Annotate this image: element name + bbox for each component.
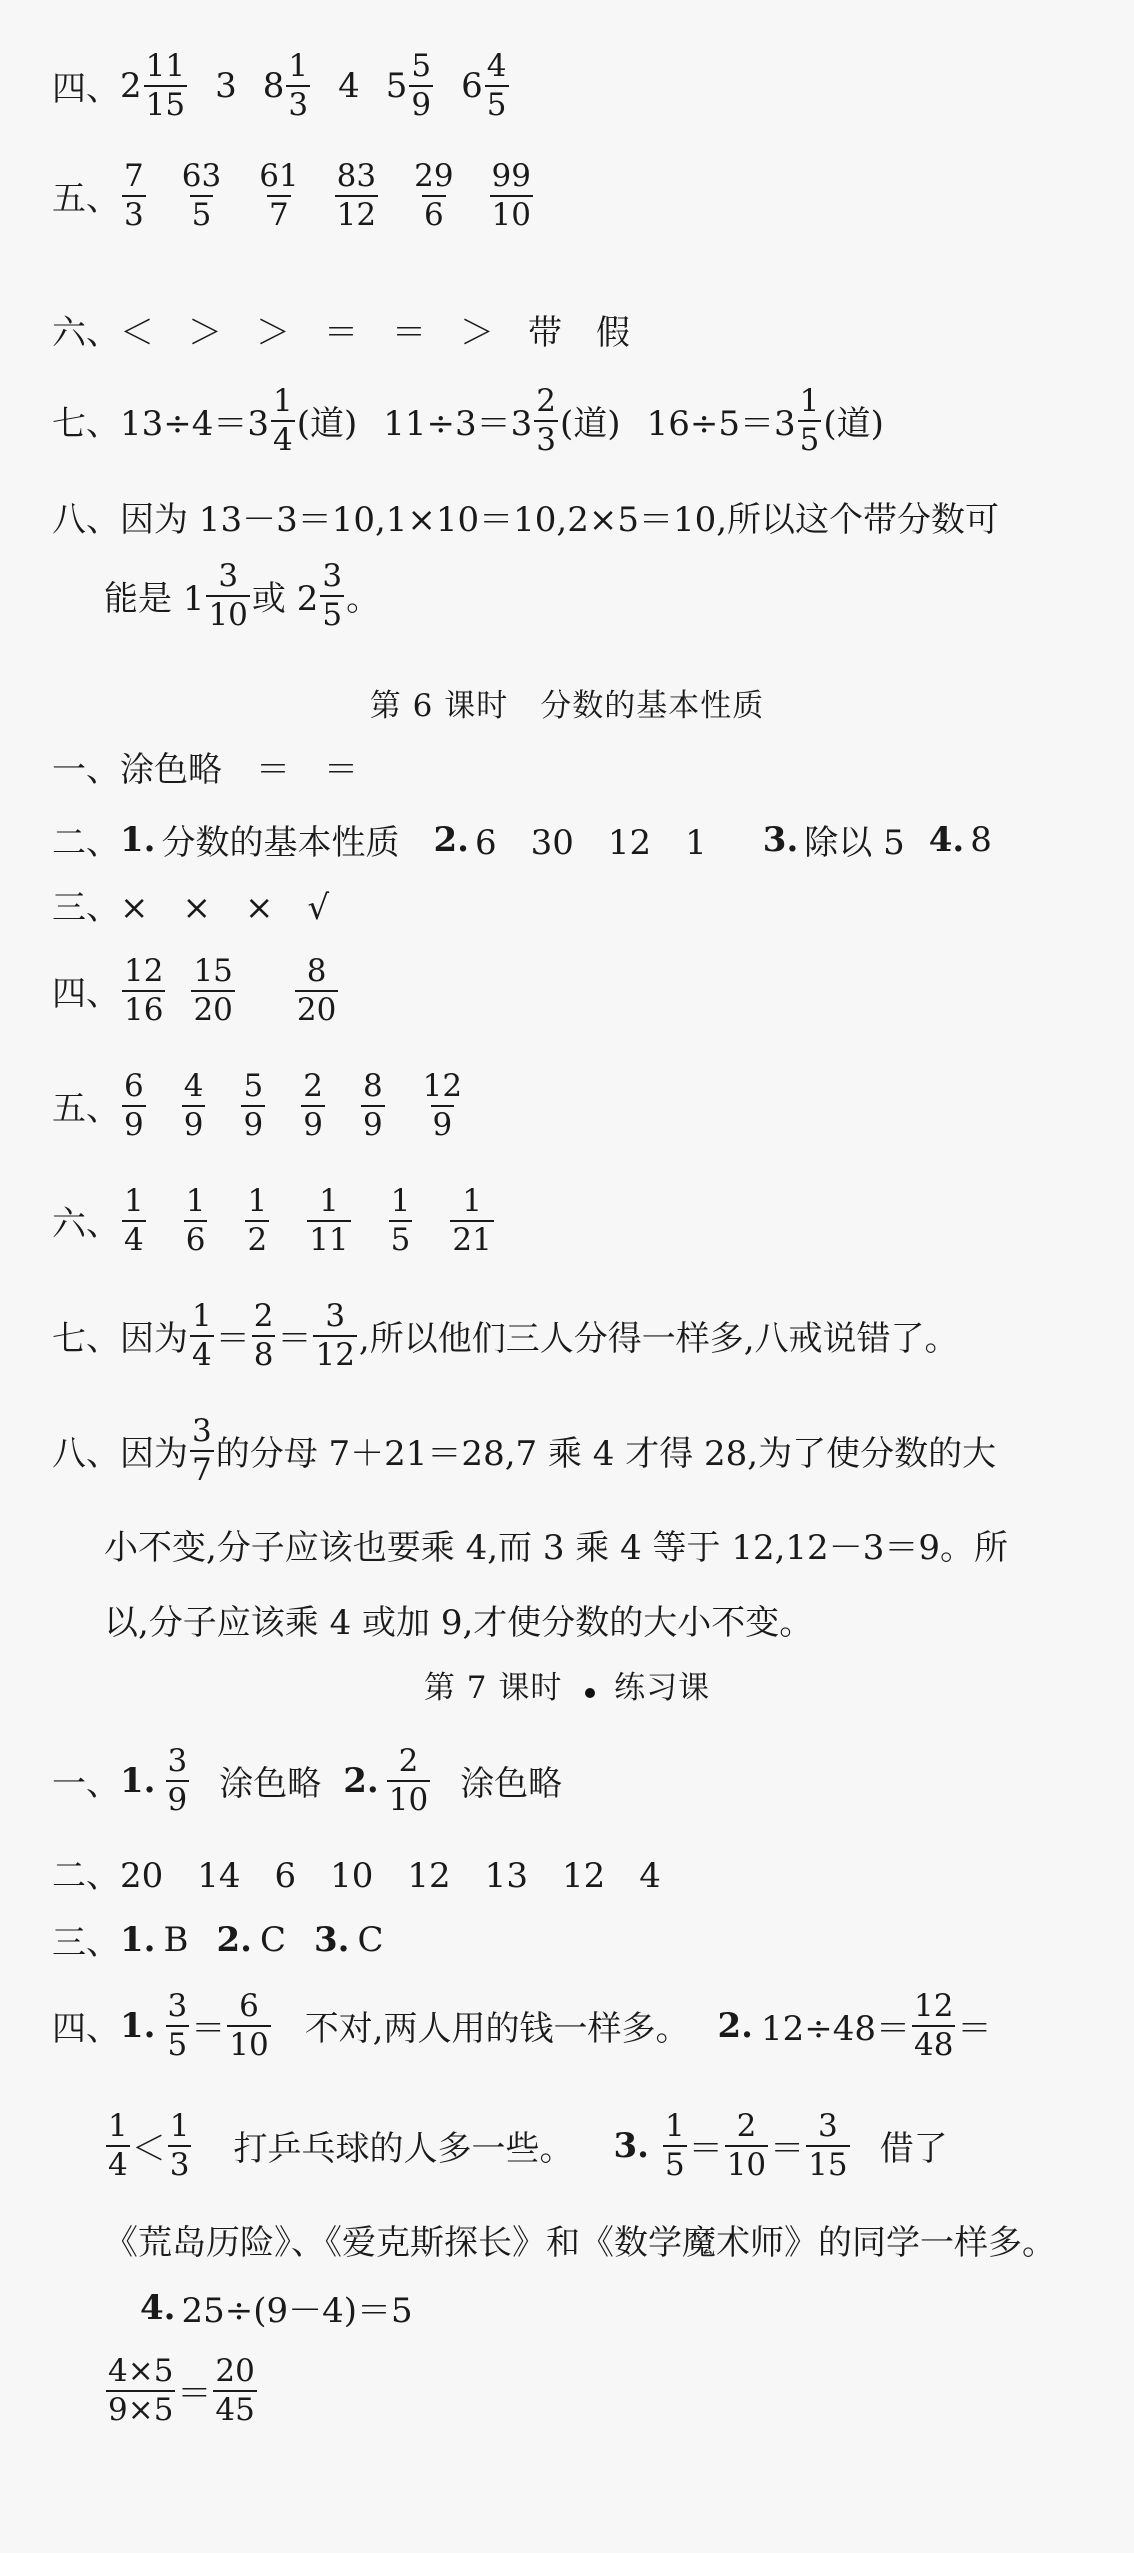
section-label: 四、 bbox=[52, 69, 120, 110]
fraction: $\frac{1}{3}$ bbox=[288, 48, 309, 123]
ink-dot bbox=[585, 1688, 595, 1698]
fraction: $\frac{1}{4}$ bbox=[273, 383, 293, 458]
section-label: 一、 bbox=[52, 750, 120, 790]
fraction: $\frac{2}{8}$ bbox=[253, 1298, 274, 1373]
fraction: $\frac{1}{4}$ bbox=[192, 1298, 212, 1373]
fraction: $\frac{1}{5}$ bbox=[664, 2108, 685, 2183]
fraction: $\frac{15}{20}$ bbox=[193, 953, 233, 1028]
fraction: $\frac{83}{12}$ bbox=[336, 158, 377, 233]
fraction: $\frac{12}{16}$ bbox=[124, 953, 164, 1028]
fraction: $\frac{1}{3}$ bbox=[169, 2108, 190, 2183]
fraction: $\frac{5}{9}$ bbox=[243, 1068, 264, 1143]
section-label: 二、 bbox=[52, 1856, 120, 1896]
fraction: $\frac{63}{5}$ bbox=[181, 158, 222, 233]
l6-part-5 bbox=[52, 1070, 466, 1141]
fraction: $\frac{1}{21}$ bbox=[452, 1183, 492, 1258]
fraction: $\frac{2}{10}$ bbox=[726, 2108, 767, 2183]
fraction: $\frac{20}{45}$ bbox=[215, 2353, 255, 2428]
fraction: $\frac{3}{15}$ bbox=[808, 2108, 848, 2183]
section-label: 二、 bbox=[52, 823, 120, 863]
fraction: $\frac{2}{9}$ bbox=[303, 1068, 323, 1143]
section-8-line1: 八、 因为 13－3＝10,1×10＝10,2×5＝10,所以这个带分数可 bbox=[52, 492, 999, 541]
l6-part-4 bbox=[52, 955, 340, 1026]
fraction: $\frac{61}{7}$ bbox=[259, 158, 299, 233]
fraction: $\frac{5}{9}$ bbox=[411, 48, 432, 123]
l7-part-1: 一、 1. $\frac{3}{9}$ 涂色略 2. $\frac{2}{10}$ 涂色略 bbox=[52, 1743, 563, 1818]
fraction: $\frac{8}{9}$ bbox=[362, 1068, 383, 1143]
fraction: $\frac{3}{5}$ bbox=[322, 558, 343, 633]
fraction: $\frac{1}{5}$ bbox=[390, 1183, 411, 1258]
fraction: $\frac{4}{5}$ bbox=[486, 48, 507, 123]
fraction: $\frac{99}{10}$ bbox=[491, 158, 531, 233]
fraction: $\frac{6}{10}$ bbox=[229, 1988, 269, 2063]
fraction: $\frac{7}{3}$ bbox=[124, 158, 144, 233]
section-8-line2: 能是 1 $\frac{3}{10}$ 或 2 $\frac{3}{5}$ 。 bbox=[104, 558, 381, 633]
fraction: $\frac{1}{11}$ bbox=[309, 1183, 349, 1258]
lesson-6-heading: 第 6 课时 分数的基本性质 bbox=[369, 688, 765, 724]
fraction: $\frac{4}{9}$ bbox=[183, 1068, 204, 1143]
l7-part-4-line3: 《荒岛历险》、《爱克斯探长》和《数学魔术师》的同学一样多。 bbox=[104, 2223, 1056, 2263]
fraction: $\frac{1}{2}$ bbox=[247, 1183, 268, 1258]
section-label: 一、 bbox=[52, 1764, 120, 1805]
l6-part-1: 一、 涂色略 ＝ ＝ bbox=[52, 742, 358, 791]
fraction: $\frac{3}{5}$ bbox=[167, 1988, 188, 2063]
fraction: $\frac{3}{7}$ bbox=[192, 1413, 212, 1488]
lesson-7-heading: 第 7 课时 练习课 bbox=[423, 1670, 711, 1706]
section-label: 八、 bbox=[52, 1434, 120, 1475]
fraction: $\frac{1}{4}$ bbox=[108, 2108, 128, 2183]
l7-part-4-line1: 四、 1. $\frac{3}{5}$ ＝ $\frac{6}{10}$ 不对,两人用的钱一样多。 2. 12÷48＝ $\frac{12}{48}$ ＝ bbox=[52, 1988, 992, 2063]
fraction: $\frac{12}{48}$ bbox=[914, 1988, 954, 2063]
l7-part-2: 二、 20 14 6 10 12 13 12 4 bbox=[52, 1848, 661, 1897]
section-label: 四、 bbox=[52, 974, 120, 1015]
section-label: 三、 bbox=[52, 1923, 120, 1963]
fraction: $\frac{8}{20}$ bbox=[296, 953, 337, 1028]
fraction: $\frac{4\times 5}{9\times 5}$ bbox=[108, 2353, 174, 2428]
fraction: $\frac{3}{9}$ bbox=[167, 1743, 188, 1818]
section-label: 七、 bbox=[52, 404, 120, 445]
section-label: 七、 bbox=[52, 1319, 120, 1360]
fraction: $\frac{3}{10}$ bbox=[208, 558, 248, 633]
section-label: 三、 bbox=[52, 888, 120, 928]
section-label: 五、 bbox=[52, 179, 120, 220]
section-5-answers bbox=[52, 160, 535, 231]
fraction: $\frac{1}{6}$ bbox=[185, 1183, 206, 1258]
section-6-answers: 六、 ＜ ＞ ＞ ＝ ＝ ＞ 带 假 bbox=[52, 305, 630, 354]
fraction: $\frac{3}{12}$ bbox=[315, 1298, 355, 1373]
section-label: 四、 bbox=[52, 2009, 120, 2050]
l6-part-3: 三、 × × × √ bbox=[52, 880, 329, 929]
fraction: $\frac{11}{15}$ bbox=[145, 48, 186, 123]
fraction: $\frac{2}{3}$ bbox=[536, 383, 557, 458]
l6-part-8-line2: 小不变,分子应该也要乘 4,而 3 乘 4 等于 12,12－3＝9。所 bbox=[104, 1528, 1008, 1568]
section-label: 五、 bbox=[52, 1089, 120, 1130]
l7-part-3: 三、 1. B 2. C 3. C bbox=[52, 1915, 384, 1964]
fraction: $\frac{29}{6}$ bbox=[414, 158, 454, 233]
section-4-answers: 四、 2 $\frac{11}{15}$ 3 8 $\frac{1}{3}$ 4 5 $\frac{5}{9}$ 6 $\frac{4}{5}$ bbox=[52, 48, 507, 123]
l6-part-6 bbox=[52, 1185, 496, 1256]
fraction: $\frac{2}{10}$ bbox=[388, 1743, 429, 1818]
l6-part-7: 七、 因为 $\frac{1}{4}$ ＝ $\frac{2}{8}$ ＝ $\frac{3}{12}$ ,所以他们三人分得一样多,八戒说错了。 bbox=[52, 1298, 959, 1373]
fraction: $\frac{12}{9}$ bbox=[422, 1068, 463, 1143]
fraction: $\frac{6}{9}$ bbox=[124, 1068, 144, 1143]
l7-part-4-line2: $\frac{1}{4}$ ＜ $\frac{1}{3}$ 打乒乓球的人多一些。 3. $\frac{1}{5}$ ＝ $\frac{2}{10}$ ＝ $\frac{3}{15}$ 借了 bbox=[108, 2108, 948, 2183]
section-label: 六、 bbox=[52, 313, 120, 353]
l7-part-4-item4: 4. 25÷(9－4)＝5 bbox=[140, 2287, 413, 2331]
l6-part-2: 二、 1. 分数的基本性质 2. 6 30 12 1 3. 除以 5 4. 8 bbox=[52, 815, 992, 864]
l6-part-8-line1: 八、 因为 $\frac{3}{7}$ 的分母 7＋21＝28,7 乘 4 才得 28,为了使分数的大 bbox=[52, 1413, 997, 1488]
section-label: 八、 bbox=[52, 500, 120, 540]
section-7-answers: 七、 13÷4＝3 $\frac{1}{4}$ (道) 11÷3＝3 $\frac{2}{3}$ (道) 16÷5＝3 $\frac{1}{5}$ (道) bbox=[52, 383, 884, 458]
l6-part-8-line3: 以,分子应该乘 4 或加 9,才使分数的大小不变。 bbox=[104, 1603, 814, 1643]
fraction: $\frac{1}{4}$ bbox=[124, 1183, 144, 1258]
section-label: 六、 bbox=[52, 1204, 120, 1245]
l7-part-4-item4-fraction: $\frac{4\times 5}{9\times 5}$ ＝ $\frac{20}{45}$ bbox=[108, 2353, 255, 2428]
fraction: $\frac{1}{5}$ bbox=[799, 383, 820, 458]
